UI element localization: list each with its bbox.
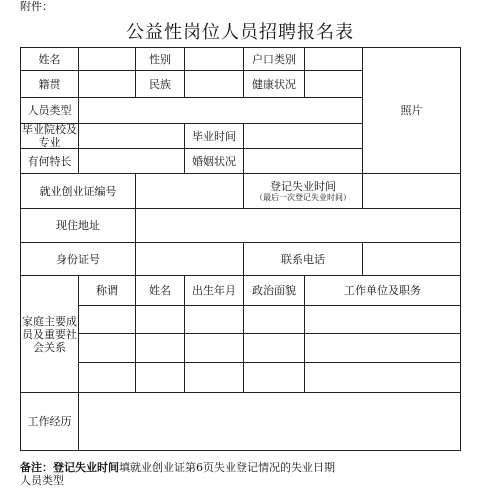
work-history-value[interactable] — [79, 393, 460, 450]
label-grad-time: 毕业时间 — [192, 129, 236, 143]
col-header-title: 称谓 — [96, 284, 118, 297]
label-gender: 性别 — [149, 52, 171, 66]
label-employment-cert: 就业创业证编号 — [39, 184, 117, 198]
label-marital: 婚姻状况 — [192, 154, 236, 168]
label-school-major-line2: 专业 — [38, 136, 61, 149]
label-personnel-type: 人员类型 — [27, 104, 72, 117]
label-id-number: 身份证号 — [56, 252, 100, 266]
label-address: 现住地址 — [56, 219, 100, 232]
phone-value[interactable] — [363, 243, 460, 275]
specialty-value[interactable] — [79, 149, 184, 173]
family-row[interactable] — [79, 306, 460, 333]
family-row[interactable] — [79, 334, 460, 362]
label-photo: 照片 — [400, 104, 423, 117]
label-family-line3: 会关系 — [33, 340, 66, 354]
photo-box[interactable] — [363, 48, 460, 173]
label-family-relations — [21, 276, 78, 392]
col-header-birth: 出生年月 — [192, 284, 236, 297]
label-family-line1: 家庭主要成 — [22, 314, 77, 328]
col-header-political: 政治面貌 — [252, 284, 296, 297]
personnel-type-value[interactable] — [79, 98, 362, 123]
hukou-type-value[interactable] — [305, 48, 362, 70]
col-header-work: 工作单位及职务 — [344, 284, 421, 297]
footer-note-line2: 人员类型 — [20, 474, 64, 487]
col-header-name: 姓名 — [149, 284, 171, 297]
label-work-history: 工作经历 — [27, 415, 72, 428]
note-text: 填就业创业证第6页失业登记情况的失业日期 — [119, 461, 335, 474]
address-value[interactable] — [136, 209, 460, 242]
employment-cert-value[interactable] — [136, 174, 243, 208]
label-school-major — [21, 124, 78, 148]
name-value[interactable] — [79, 48, 135, 70]
label-hukou-type: 户口类别 — [252, 52, 296, 66]
label-family-line2: 员及重要社 — [22, 327, 77, 341]
ethnicity-value[interactable] — [185, 71, 243, 97]
id-number-value[interactable] — [136, 243, 243, 275]
label-unemp-reg-time-note: （最后一次登记失业时间） — [255, 192, 351, 202]
family-row[interactable] — [79, 363, 460, 392]
marital-value[interactable] — [244, 149, 362, 173]
label-unemp-reg-time-main: 登记失业时间 — [270, 179, 336, 193]
label-name: 姓名 — [38, 52, 61, 66]
grad-time-value[interactable] — [244, 124, 362, 148]
unemp-reg-time-value[interactable] — [363, 174, 460, 208]
label-unemp-reg-time — [244, 174, 362, 208]
note-bold: 登记失业时间 — [53, 461, 119, 474]
annex-label: 附件： — [20, 0, 53, 13]
native-place-value[interactable] — [79, 71, 135, 97]
label-native-place: 籍贯 — [38, 77, 61, 91]
gender-value[interactable] — [185, 48, 243, 70]
label-school-major-line1: 毕业院校及 — [22, 123, 77, 136]
school-major-value[interactable] — [79, 124, 184, 148]
label-health: 健康状况 — [252, 77, 296, 91]
label-phone: 联系电话 — [281, 252, 325, 266]
label-specialty: 有何特长 — [27, 154, 72, 168]
label-ethnicity: 民族 — [149, 77, 171, 91]
note-prefix: 备注： — [20, 461, 53, 474]
health-value[interactable] — [305, 71, 362, 97]
page-title: 公益性岗位人员招聘报名表 — [126, 22, 354, 43]
footer-note — [20, 459, 470, 475]
